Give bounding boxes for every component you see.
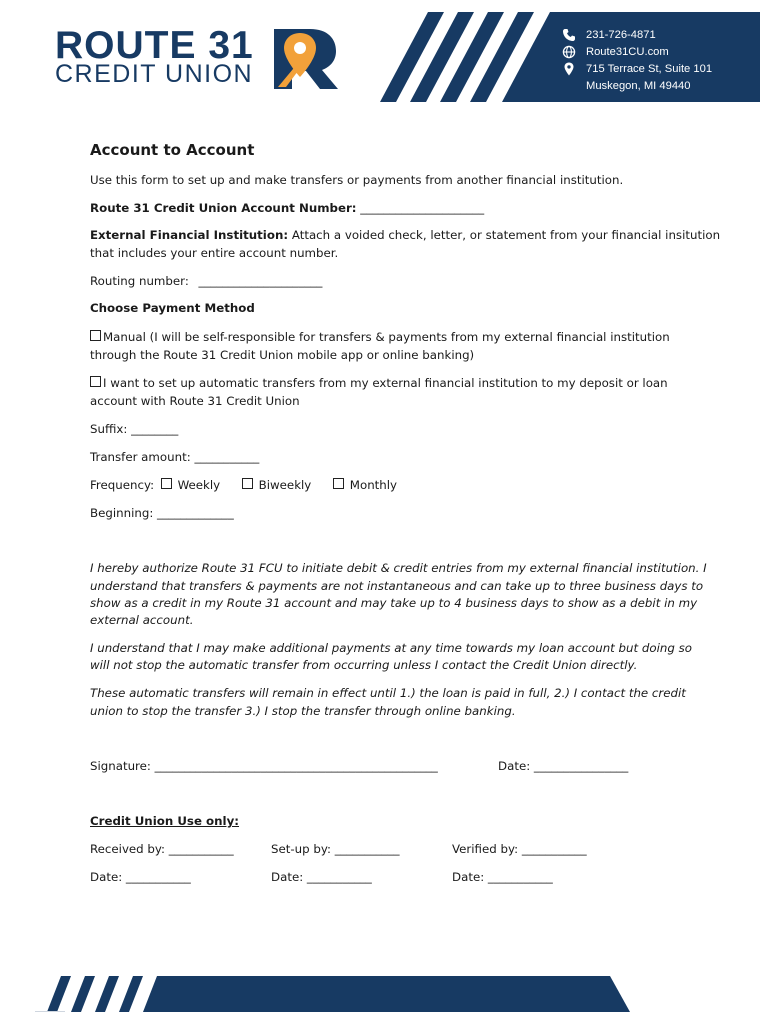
globe-icon bbox=[560, 45, 578, 59]
verified-field[interactable]: ___________ bbox=[521, 842, 587, 856]
verified-date-row bbox=[452, 869, 553, 887]
setup-date-label: Date: bbox=[271, 870, 304, 884]
suffix-label: Suffix: bbox=[90, 422, 128, 436]
contact-address-line2: Muskegon, MI 49440 bbox=[586, 79, 691, 92]
contact-phone: 231-726-4871 bbox=[586, 29, 656, 41]
received-label: Received by: bbox=[90, 842, 166, 856]
beginning-row bbox=[90, 505, 234, 523]
auth-p1-line4: external account. bbox=[90, 613, 194, 627]
received-date-field[interactable]: ___________ bbox=[125, 870, 191, 884]
signature-date-row bbox=[498, 758, 628, 776]
setup-field[interactable]: ___________ bbox=[334, 842, 400, 856]
signature-date-label: Date: bbox=[498, 759, 531, 773]
logo-wordmark-top: ROUTE 31 bbox=[55, 24, 254, 67]
manual-option-row bbox=[90, 329, 670, 347]
frequency-label: Frequency: bbox=[90, 478, 155, 492]
verified-label: Verified by: bbox=[452, 842, 519, 856]
account-number-label: Route 31 Credit Union Account Number: bbox=[90, 201, 357, 215]
external-text-1: Attach a voided check, letter, or statement from your financial insitution bbox=[291, 228, 721, 242]
monthly-checkbox[interactable] bbox=[333, 478, 344, 489]
auto-checkbox[interactable] bbox=[90, 376, 101, 387]
auto-line-2: account with Route 31 Credit Union bbox=[90, 394, 300, 408]
contact-website: Route31CU.com bbox=[586, 45, 669, 58]
biweekly-checkbox[interactable] bbox=[242, 478, 253, 489]
beginning-label: Beginning: bbox=[90, 506, 154, 520]
manual-line-2: through the Route 31 Credit Union mobile app or online banking) bbox=[90, 348, 475, 362]
weekly-label: Weekly bbox=[177, 478, 221, 492]
setup-date-field[interactable]: ___________ bbox=[306, 870, 372, 884]
auth-p3-line1: These automatic transfers will remain in effect until 1.) the loan is paid in full, 2.) I contact the credit bbox=[90, 686, 686, 700]
transfer-label: Transfer amount: bbox=[90, 450, 191, 464]
manual-checkbox[interactable] bbox=[90, 330, 101, 341]
routing-label: Routing number: bbox=[90, 274, 189, 288]
contact-address-line1: 715 Terrace St, Suite 101 bbox=[586, 63, 713, 75]
contact-block bbox=[560, 27, 712, 94]
routing-field[interactable]: _____________________ bbox=[198, 274, 323, 288]
signature-date-field[interactable]: ________________ bbox=[533, 759, 629, 773]
signature-label: Signature: bbox=[90, 759, 151, 773]
routing-row bbox=[90, 273, 322, 291]
account-number-row bbox=[90, 200, 484, 218]
received-row bbox=[90, 841, 234, 859]
logo-wordmark-bottom: CREDIT UNION bbox=[55, 60, 254, 88]
auth-p1-line1: I hereby authorize Route 31 FCU to initiate debit & credit entries from my external financial institution. I bbox=[90, 561, 707, 575]
verified-row bbox=[452, 841, 587, 859]
auth-p1-line3: show as a credit in my Route 31 account and may take up to 4 business days to show as a debit in my bbox=[90, 596, 698, 610]
auth-p1-line2: understand that transfers & payments are not instantaneous and can take up to three business days to bbox=[90, 579, 704, 593]
transfer-row bbox=[90, 449, 259, 467]
auth-p2-line1: I understand that I may make additional payments at any time towards my loan account but doing so bbox=[90, 641, 692, 655]
received-field[interactable]: ___________ bbox=[168, 842, 234, 856]
signature-field[interactable]: ________________________________________________ bbox=[154, 759, 438, 773]
suffix-field[interactable]: ________ bbox=[131, 422, 179, 436]
setup-row bbox=[271, 841, 400, 859]
verified-date-label: Date: bbox=[452, 870, 485, 884]
received-date-row bbox=[90, 869, 191, 887]
beginning-field[interactable]: _____________ bbox=[157, 506, 234, 520]
setup-label: Set-up by: bbox=[271, 842, 331, 856]
external-text-2: that includes your entire account number. bbox=[90, 246, 339, 260]
external-row-1 bbox=[90, 227, 720, 245]
auto-option-row bbox=[90, 375, 668, 393]
auth-p3-line2: union to stop the transfer 3.) I stop the transfer through online banking. bbox=[90, 704, 516, 718]
phone-icon bbox=[560, 28, 578, 42]
form-title: Account to Account bbox=[90, 141, 255, 159]
signature-row bbox=[90, 758, 438, 776]
payment-method-heading: Choose Payment Method bbox=[90, 301, 255, 315]
received-date-label: Date: bbox=[90, 870, 123, 884]
office-use-heading: Credit Union Use only: bbox=[90, 814, 240, 828]
form-intro: Use this form to set up and make transfers or payments from another financial institution. bbox=[90, 173, 624, 187]
auth-p2-line2: will not stop the automatic transfer from occurring unless I contact the Credit Union directly. bbox=[90, 658, 638, 672]
contact-address bbox=[586, 61, 712, 94]
weekly-checkbox[interactable] bbox=[161, 478, 172, 489]
logo-pin-hole bbox=[294, 42, 306, 54]
logo-pin-icon bbox=[270, 25, 340, 91]
transfer-field[interactable]: ___________ bbox=[194, 450, 260, 464]
auto-line-1: I want to set up automatic transfers from my external financial institution to my deposit or loan bbox=[103, 376, 668, 390]
external-label: External Financial Institution: bbox=[90, 228, 289, 242]
manual-line-1: Manual (I will be self-responsible for transfers & payments from my external financial institution bbox=[103, 330, 670, 344]
frequency-row bbox=[90, 477, 397, 495]
monthly-label: Monthly bbox=[349, 478, 398, 492]
verified-date-field[interactable]: ___________ bbox=[487, 870, 553, 884]
location-pin-icon bbox=[560, 62, 578, 76]
footer-stripe-band bbox=[35, 976, 630, 1012]
biweekly-label: Biweekly bbox=[258, 478, 312, 492]
setup-date-row bbox=[271, 869, 372, 887]
account-number-field[interactable]: _____________________ bbox=[360, 201, 485, 215]
suffix-row bbox=[90, 421, 178, 439]
